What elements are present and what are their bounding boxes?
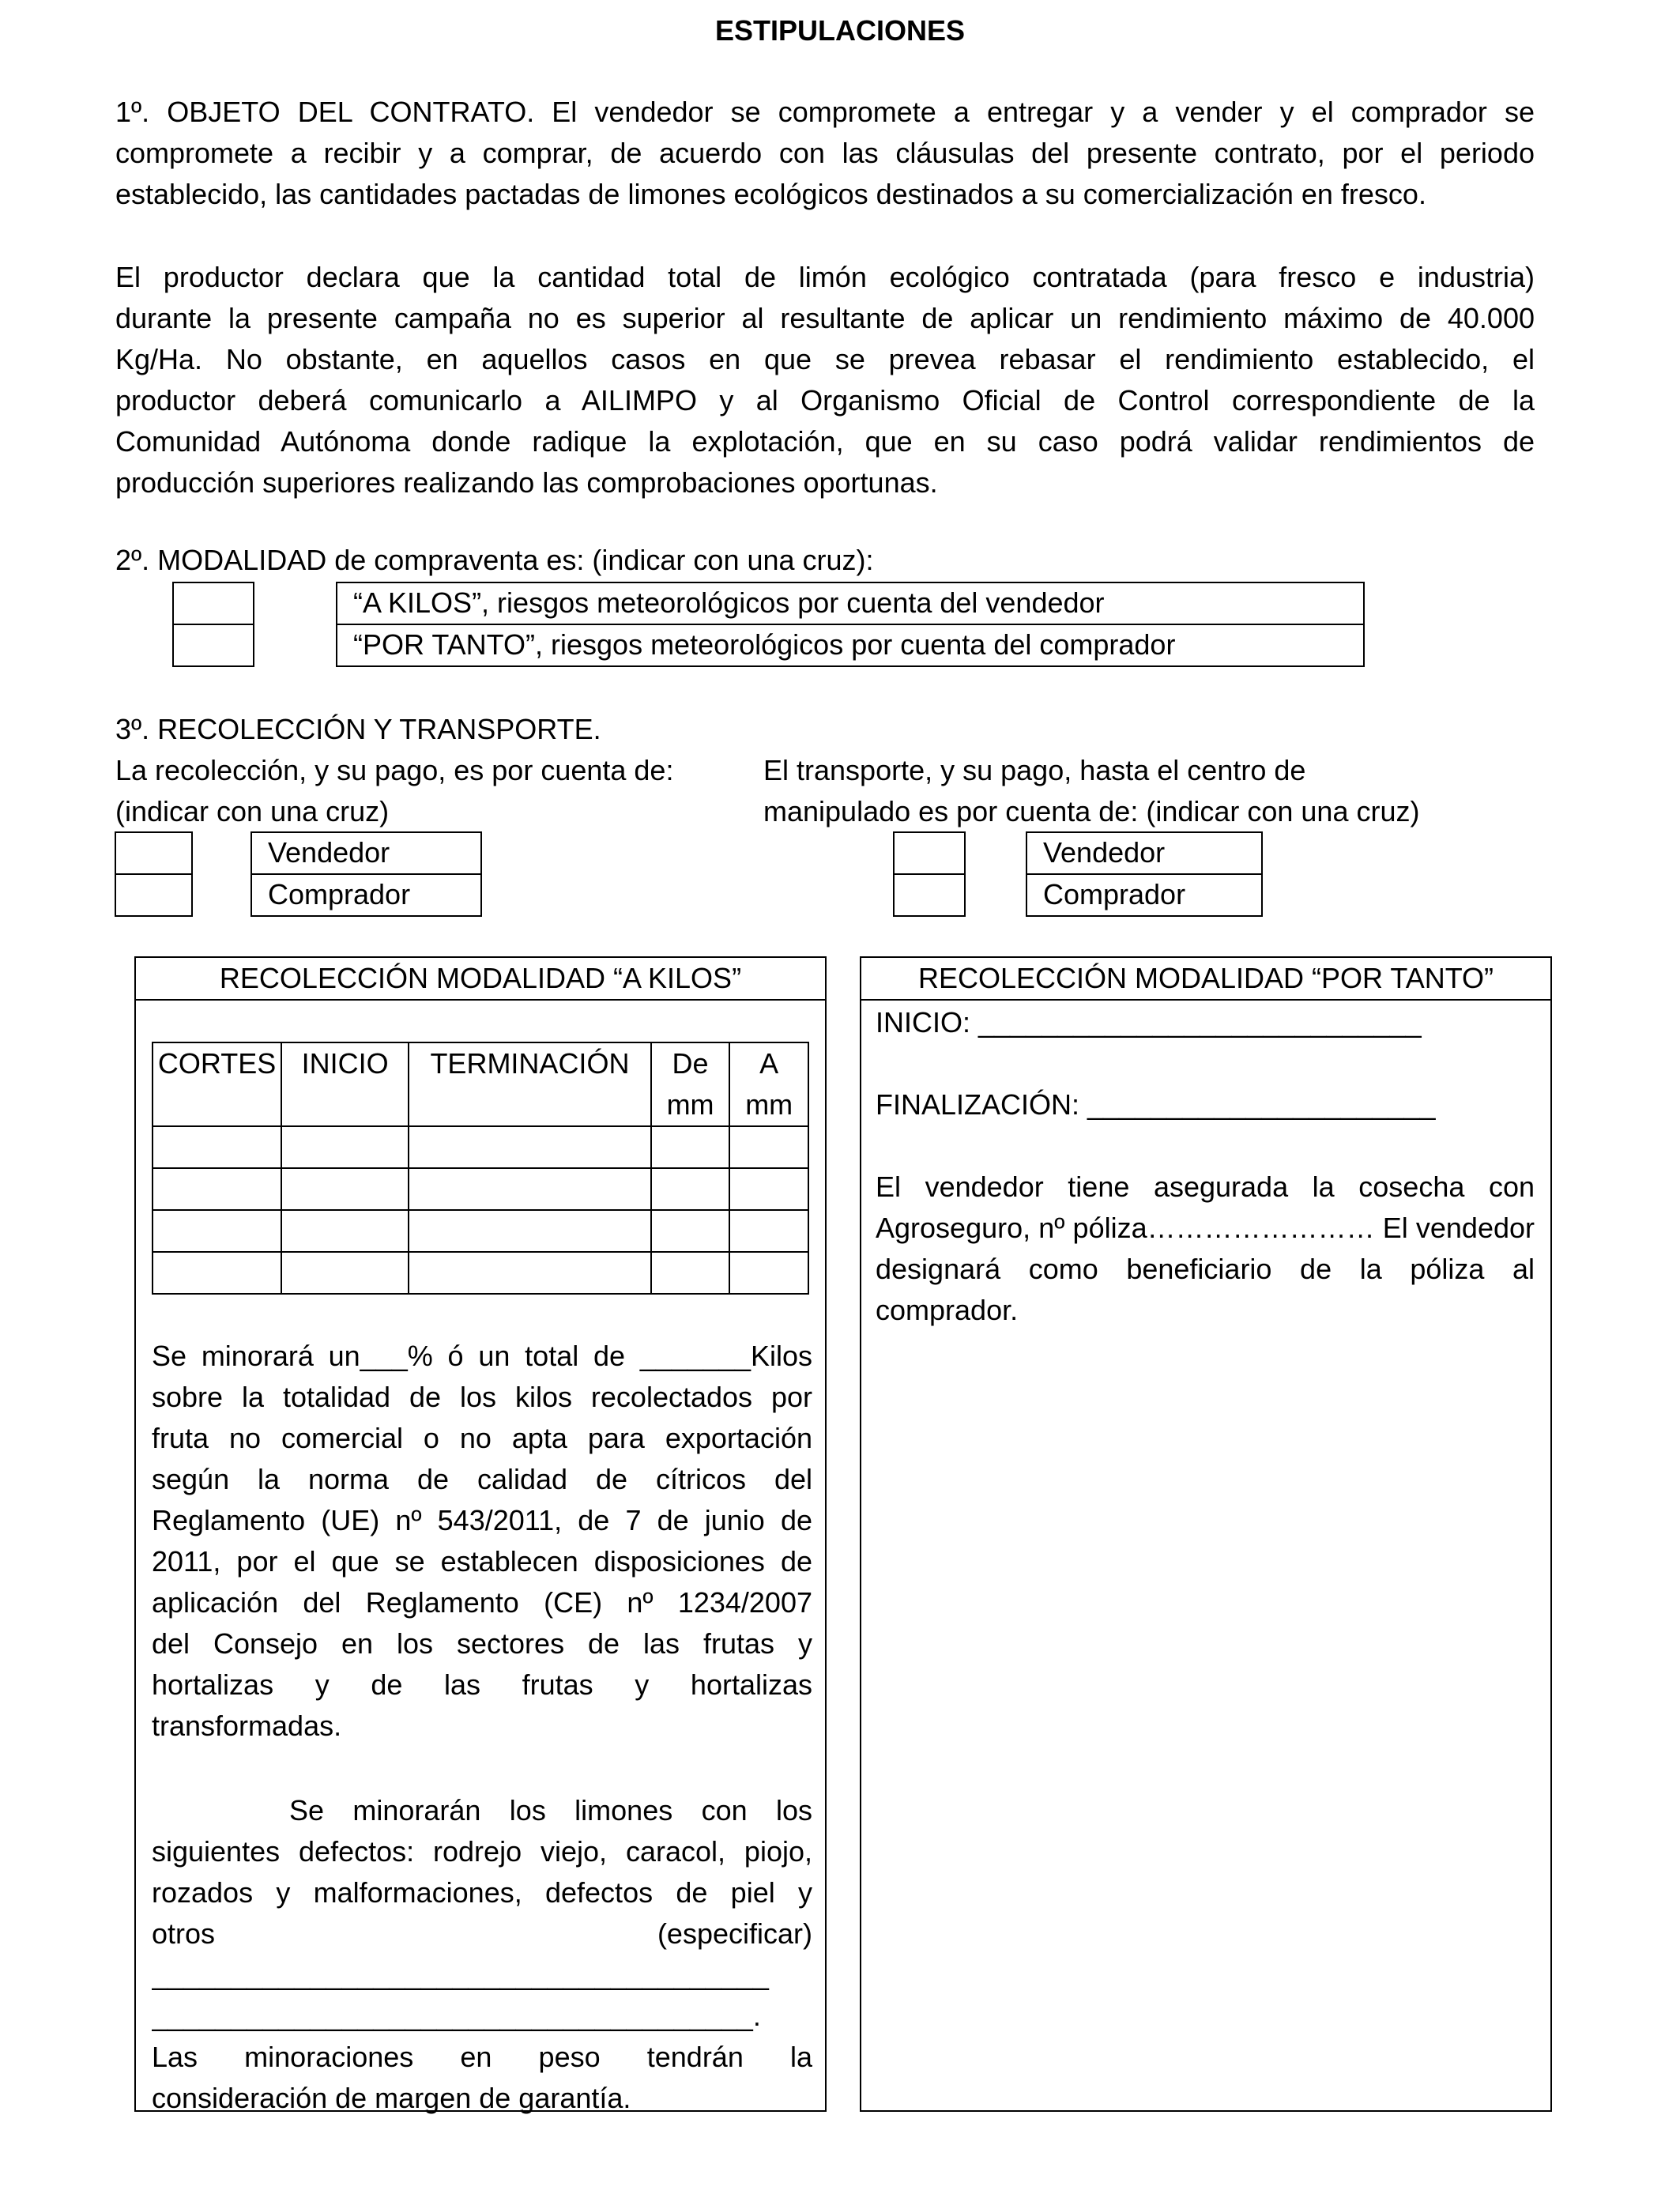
clause1-p2-line: durante la presente campaña no es superior al resultante de aplicar un rendimiento máximo de 40.000 xyxy=(115,302,1535,334)
defectos-blank-line[interactable]: _______________________________________ xyxy=(152,1958,769,1991)
table-cell[interactable] xyxy=(729,1210,808,1252)
table-cell[interactable] xyxy=(153,1210,281,1252)
recoleccion-comprador-label: Comprador xyxy=(250,873,482,917)
cortes-table xyxy=(152,1042,809,1295)
document-title: ESTIPULACIONES xyxy=(714,14,966,47)
header-a-mm xyxy=(729,1042,808,1126)
recoleccion-comprador-checkbox[interactable] xyxy=(115,873,193,917)
defectos-line: Las minoraciones en peso tendrán la xyxy=(152,2041,812,2073)
recoleccion-text-line: (indicar con una cruz) xyxy=(115,795,390,827)
minoracion-line: sobre la totalidad de los kilos recolectados por xyxy=(152,1381,812,1413)
minoracion-line: Se minorará un___% ó un total de _______Kilos xyxy=(152,1340,812,1372)
table-cell[interactable] xyxy=(153,1252,281,1294)
transporte-text-line: El transporte, y su pago, hasta el centro de xyxy=(763,754,1306,786)
modalidad-kilos-label: “A KILOS”, riesgos meteorológicos por cuenta del vendedor xyxy=(336,582,1365,625)
clause1-paragraph xyxy=(115,92,1535,215)
inicio-field[interactable]: INICIO: ____________________________ xyxy=(876,1006,1422,1039)
modalidad-kilos-checkbox[interactable] xyxy=(172,582,254,625)
seguro-line: designará como beneficiario de la póliza al xyxy=(876,1253,1535,1285)
table-row xyxy=(153,1252,808,1294)
table-cell[interactable] xyxy=(153,1168,281,1210)
modalidad-tanto-checkbox[interactable] xyxy=(172,624,254,667)
recoleccion-vendedor-checkbox[interactable] xyxy=(115,831,193,875)
clause1-p2-line: Kg/Ha. No obstante, en aquellos casos en que se prevea rebasar el rendimiento establecido, el xyxy=(115,343,1535,375)
minoracion-line: aplicación del Reglamento (CE) nº 1234/2007 xyxy=(152,1586,812,1619)
transporte-vendedor-checkbox[interactable] xyxy=(893,831,966,875)
panel-a-kilos xyxy=(134,956,827,2112)
defectos-line: consideración de margen de garantía. xyxy=(152,2082,631,2114)
transporte-comprador-checkbox[interactable] xyxy=(893,873,966,917)
minoracion-line: transformadas. xyxy=(152,1710,342,1742)
table-cell[interactable] xyxy=(651,1252,730,1294)
header-a-unit: mm xyxy=(745,1088,793,1121)
table-cell[interactable] xyxy=(651,1168,730,1210)
clause1-p2-line: El productor declara que la cantidad total de limón ecológico contratada (para fresco e industria) xyxy=(115,261,1535,293)
panel-a-kilos-heading: RECOLECCIÓN MODALIDAD “A KILOS” xyxy=(136,958,825,1001)
header-a-line: A xyxy=(759,1047,779,1080)
table-cell[interactable] xyxy=(409,1252,651,1294)
seguro-line: comprador. xyxy=(876,1294,1019,1326)
seguro-line: El vendedor tiene asegurada la cosecha con xyxy=(876,1171,1535,1203)
panel-por-tanto-heading: RECOLECCIÓN MODALIDAD “POR TANTO” xyxy=(861,958,1550,1001)
minoracion-paragraph xyxy=(152,1336,812,1747)
transporte-comprador-label: Comprador xyxy=(1026,873,1263,917)
table-row xyxy=(153,1210,808,1252)
table-cell[interactable] xyxy=(651,1126,730,1168)
defectos-paragraph xyxy=(152,1790,812,2119)
table-cell[interactable] xyxy=(409,1210,651,1252)
table-cell[interactable] xyxy=(651,1210,730,1252)
clause2-heading: 2º. MODALIDAD de compraventa es: (indicar con una cruz): xyxy=(115,544,874,576)
clause3-heading: 3º. RECOLECCIÓN Y TRANSPORTE. xyxy=(115,713,601,745)
clause1-line: establecido, las cantidades pactadas de limones ecológicos destinados a su comercialización en fresco. xyxy=(115,178,1426,210)
finalizacion-field[interactable]: FINALIZACIÓN: ______________________ xyxy=(876,1088,1436,1121)
seguro-line: Agroseguro, nº póliza…………………… El vendedor xyxy=(876,1212,1535,1244)
table-cell[interactable] xyxy=(729,1168,808,1210)
defectos-line: siguientes defectos: rodrejo viejo, caracol, piojo, xyxy=(152,1835,812,1868)
clause1-line: 1º. OBJETO DEL CONTRATO. El vendedor se compromete a entregar y a vender y el comprador se xyxy=(115,96,1535,128)
minoracion-line: según la norma de calidad de cítricos del xyxy=(152,1463,812,1495)
clause1-p2-line: productor deberá comunicarlo a AILIMPO y al Organismo Oficial de Control correspondiente de la xyxy=(115,384,1535,417)
clause1-p2-line: producción superiores realizando las comprobaciones oportunas. xyxy=(115,466,938,499)
modalidad-tanto-label: “POR TANTO”, riesgos meteorológicos por cuenta del comprador xyxy=(336,624,1365,667)
clause1-p2-line: Comunidad Autónoma donde radique la explotación, que en su caso podrá validar rendimientos de xyxy=(115,425,1535,458)
clause1-second-paragraph xyxy=(115,257,1535,503)
header-de-unit: mm xyxy=(666,1088,714,1121)
minoracion-line: hortalizas y de las frutas y hortalizas xyxy=(152,1668,812,1701)
table-cell[interactable] xyxy=(281,1210,409,1252)
table-cell[interactable] xyxy=(281,1168,409,1210)
minoracion-line: del Consejo en los sectores de las frutas y xyxy=(152,1627,812,1660)
minoracion-line: fruta no comercial o no apta para exportación xyxy=(152,1422,812,1454)
header-inicio: INICIO xyxy=(281,1042,409,1126)
defectos-line: Se minorarán los limones con los xyxy=(289,1794,812,1826)
header-cortes: CORTES xyxy=(153,1042,281,1126)
recoleccion-text-line: La recolección, y su pago, es por cuenta de: xyxy=(115,754,674,786)
table-cell[interactable] xyxy=(729,1126,808,1168)
defectos-blank-line[interactable]: ______________________________________. xyxy=(152,2000,761,2032)
minoracion-line: 2011, por el que se establecen disposiciones de xyxy=(152,1545,812,1578)
table-row xyxy=(153,1168,808,1210)
defectos-line: rozados y malformaciones, defectos de piel y xyxy=(152,1876,812,1909)
recoleccion-vendedor-label: Vendedor xyxy=(250,831,482,875)
table-row xyxy=(153,1126,808,1168)
header-terminacion: TERMINACIÓN xyxy=(409,1042,651,1126)
header-de-line: De xyxy=(672,1047,709,1080)
table-cell[interactable] xyxy=(409,1126,651,1168)
table-cell[interactable] xyxy=(281,1126,409,1168)
defectos-line: otros (especificar) xyxy=(152,1917,812,1950)
table-cell[interactable] xyxy=(153,1126,281,1168)
table-cell[interactable] xyxy=(281,1252,409,1294)
clause1-line: compromete a recibir y a comprar, de acuerdo con las cláusulas del presente contrato, por el periodo xyxy=(115,137,1535,169)
seguro-paragraph xyxy=(876,1167,1535,1331)
table-cell[interactable] xyxy=(409,1168,651,1210)
transporte-vendedor-label: Vendedor xyxy=(1026,831,1263,875)
minoracion-line: Reglamento (UE) nº 543/2011, de 7 de junio de xyxy=(152,1504,812,1536)
transporte-text-line: manipulado es por cuenta de: (indicar con una cruz) xyxy=(763,795,1420,827)
cortes-table-header xyxy=(153,1042,808,1126)
panel-por-tanto xyxy=(860,956,1552,2112)
table-cell[interactable] xyxy=(729,1252,808,1294)
header-de-mm xyxy=(651,1042,730,1126)
